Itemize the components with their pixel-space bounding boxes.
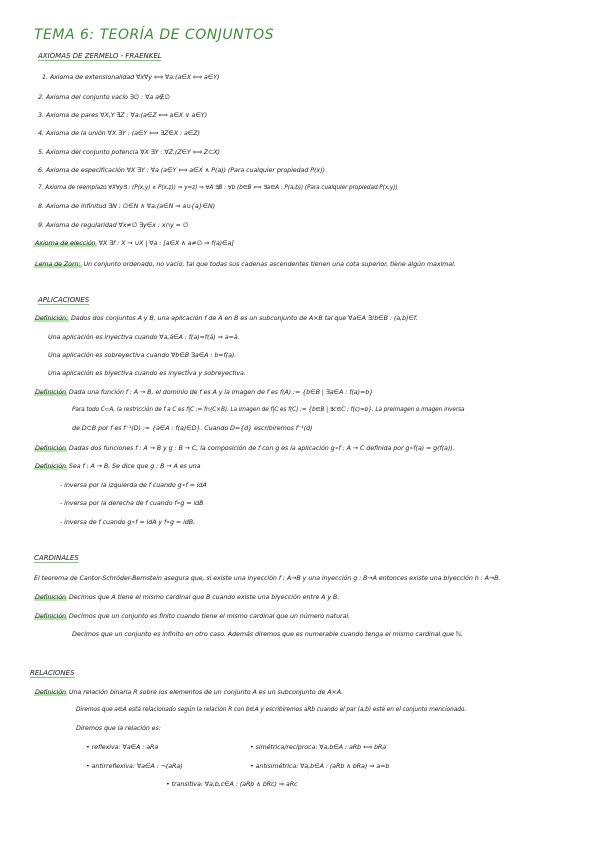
zorn-text: Un conjunto ordenado, no vacío, tal que todas sus cadenas ascendentes tienen una cota superior, tiene algún maximal. [83, 260, 456, 268]
axiom-9: 9. Axioma de regularidad ∀x≠∅ ∃y∈x : x∩y = ∅ [38, 221, 189, 229]
card-text-1: El teorema de Cantor-Schröder-Bernstein asegura que, si existe una inyección f : A→B y una inyección g : B→A entonces existe una biyección h : A→B. [34, 574, 501, 582]
axiom-5: 5. Axioma del conjunto potencia ∀X ∃Y : ∀Z,(Z∈Y ⟺ Z⊂X) [38, 148, 220, 156]
apl-def-1-text: Dados dos conjuntos A y B, una aplicación f de A en B es un subconjunto de A×B tal que ∀a∈A ∃!b∈B : (a,b)∈f. [70, 314, 418, 322]
apl-inyectiva: Una aplicación es inyectiva cuando ∀a,ã∈A : f(a)=f(ã) ⇒ a=ã. [48, 333, 240, 341]
lema-zorn [34, 260, 456, 269]
rel-antirreflexiva: • antirreflexiva: ∀a∈A : ¬(aRa) [86, 762, 183, 770]
rel-cont-2: Diremos que la relación es: [76, 724, 161, 732]
rel-def-text: Una relación binaria R sobre los elementos de un conjunto A es un subconjunto de A×A. [68, 688, 344, 696]
rel-cont-1: Diremos que a∈A está relacionado según la relación R con b∈A y escribiremos aRb cuando el par (a,b) esté en el conjunto mencionado. [76, 707, 467, 713]
apl-def-2-text: Dada una función f : A → B, el dominio de f es A y la imagen de f es f(A) := {b∈B | ∃a∈A : f(a)=b} [68, 388, 374, 396]
card-def-2-cont: Decimos que un conjunto es infinito en otro caso. Además diremos que es numerable cuando tenga el mismo cardinal que ℕ. [72, 630, 463, 638]
rel-def [34, 688, 343, 697]
relaciones-heading: RELACIONES [30, 669, 75, 677]
apl-def-4-label: Definición [35, 462, 66, 470]
rel-def-label: Definición [35, 688, 66, 696]
apl-inversa: - inversa de f cuando g∘f = idA y f∘g = idB. [60, 518, 195, 526]
card-def-1 [34, 593, 339, 602]
card-def-1-label: Definición [35, 593, 66, 601]
apl-inversa-izquierda: - inversa por la izquierda de f cuando g∘f = idA [60, 481, 207, 489]
apl-def-4 [34, 462, 200, 471]
apl-biyectiva: Una aplicación es biyectiva cuando es inyectiva y sobreyectiva. [48, 369, 246, 377]
rel-antisimetrica: • antisimétrica: ∀a,b∈A : (aRb ∧ bRa) ⇒ a=b [250, 762, 390, 770]
card-def-1-text: Decimos que A tiene el mismo cardinal que B cuando existe una biyección entre A y B. [68, 593, 340, 601]
axiom-7: 7. Axioma de reemplazo ∀X∀y∃ : (P(x,y) ∧ P(x,z)) ⇒ y=z) ⇒ ∀A ∃B : ∀b (b∈B ⟺ ∃a∈A : P(a,b)) (Para cualquier propiedad P(x,y)) [38, 185, 398, 191]
apl-def-2-cont-2: de D⊂B por f es f⁻¹(D) := {a∈A : f(a)∈D}. Cuando D={d} escribiremos f⁻¹(d) [72, 424, 313, 432]
axiom-3: 3. Axioma de pares ∀X,Y ∃Z : ∀a:(a∈Z ⟺ a∈X ∨ a∈Y) [38, 111, 208, 119]
page-title: TEMA 6: TEORÍA DE CONJUNTOS [34, 27, 275, 43]
axiomas-heading: AXIOMAS DE ZERMELO - FRAENKEL [38, 52, 162, 60]
zorn-label: Lema de Zorn: [35, 260, 81, 268]
card-def-2-text: Decimos que un conjunto es finito cuando tiene el mismo cardinal que un número natural. [68, 612, 350, 620]
card-def-2-label: Definición [35, 612, 66, 620]
apl-def-2 [34, 388, 373, 397]
apl-def-1-label: Definición: [35, 314, 69, 322]
apl-def-3-label: Definición [35, 444, 66, 452]
axiom-4: 4. Axioma de la unión ∀X ∃Y : (a∈Y ⟺ ∃Z∈X : a∈Z) [38, 129, 200, 137]
rel-transitiva: • transitiva: ∀a,b,c∈A : (aRb ∧ bRc) ⇒ aRc [166, 780, 298, 788]
apl-def-2-label: Definición [35, 388, 66, 396]
cardinales-heading: CARDINALES [34, 554, 79, 562]
apl-inversa-derecha: - inversa por la derecha de f cuando f∘g = idB [60, 499, 204, 507]
axiom-eleccion [34, 239, 234, 248]
apl-def-3-text: Dadas dos funciones f : A → B y g : B → C, la composición de f con g es la aplicación g∘f : A → C definida por g∘f(a) = g(f(a)). [68, 444, 455, 452]
card-def-2 [34, 612, 350, 621]
apl-def-4-text: Sea f : A → B. Se dice que g : B → A es una [68, 462, 201, 470]
eleccion-label: Axioma de elección [35, 239, 96, 247]
apl-def-2-cont-1: Para todo C⊂A, la restricción de f a C es f|C := f∩(C×B). La imagen de f|C es f(C) := {b∈B | ∃c∈C : f(c)=b}. La preimagen o imagen inversa [72, 407, 465, 413]
apl-def-3 [34, 444, 455, 453]
apl-def-1 [34, 314, 418, 323]
axiom-8: 8. Axioma de infinitud ∃N : ∅∈N ∧ ∀a:(a∈N ⇒ a∪{a}∈N) [38, 202, 216, 210]
rel-reflexiva: • reflexiva: ∀a∈A : aRa [86, 743, 159, 751]
apl-sobreyectiva: Una aplicación es sobreyectiva cuando ∀b∈B ∃a∈A : b=f(a). [48, 351, 237, 359]
axiom-6: 6. Axioma de especificación ∀X ∃Y : ∀a (a∈Y ⟺ a∈X ∧ P(a)) (Para cualquier propiedad P(x)) [38, 166, 325, 174]
eleccion-formula: ∀X ∃f : X → ∪X | ∀a : [a∈X ∧ a≠∅ ⇒ f(a)∈a] [98, 239, 234, 247]
axiom-2: 2. Axioma del conjunto vacío ∃∅ : ∀a a∉∅ [38, 93, 170, 101]
axiom-1: 1. Axioma de extensionalidad ∀x∀y ⟺ ∀a:(a∈X ⟺ a∈Y) [42, 73, 220, 81]
rel-simetrica: • simétrica/recíproca: ∀a,b∈A : aRb ⟺ bRa [250, 743, 387, 751]
aplicaciones-heading: APLICACIONES [38, 296, 90, 304]
